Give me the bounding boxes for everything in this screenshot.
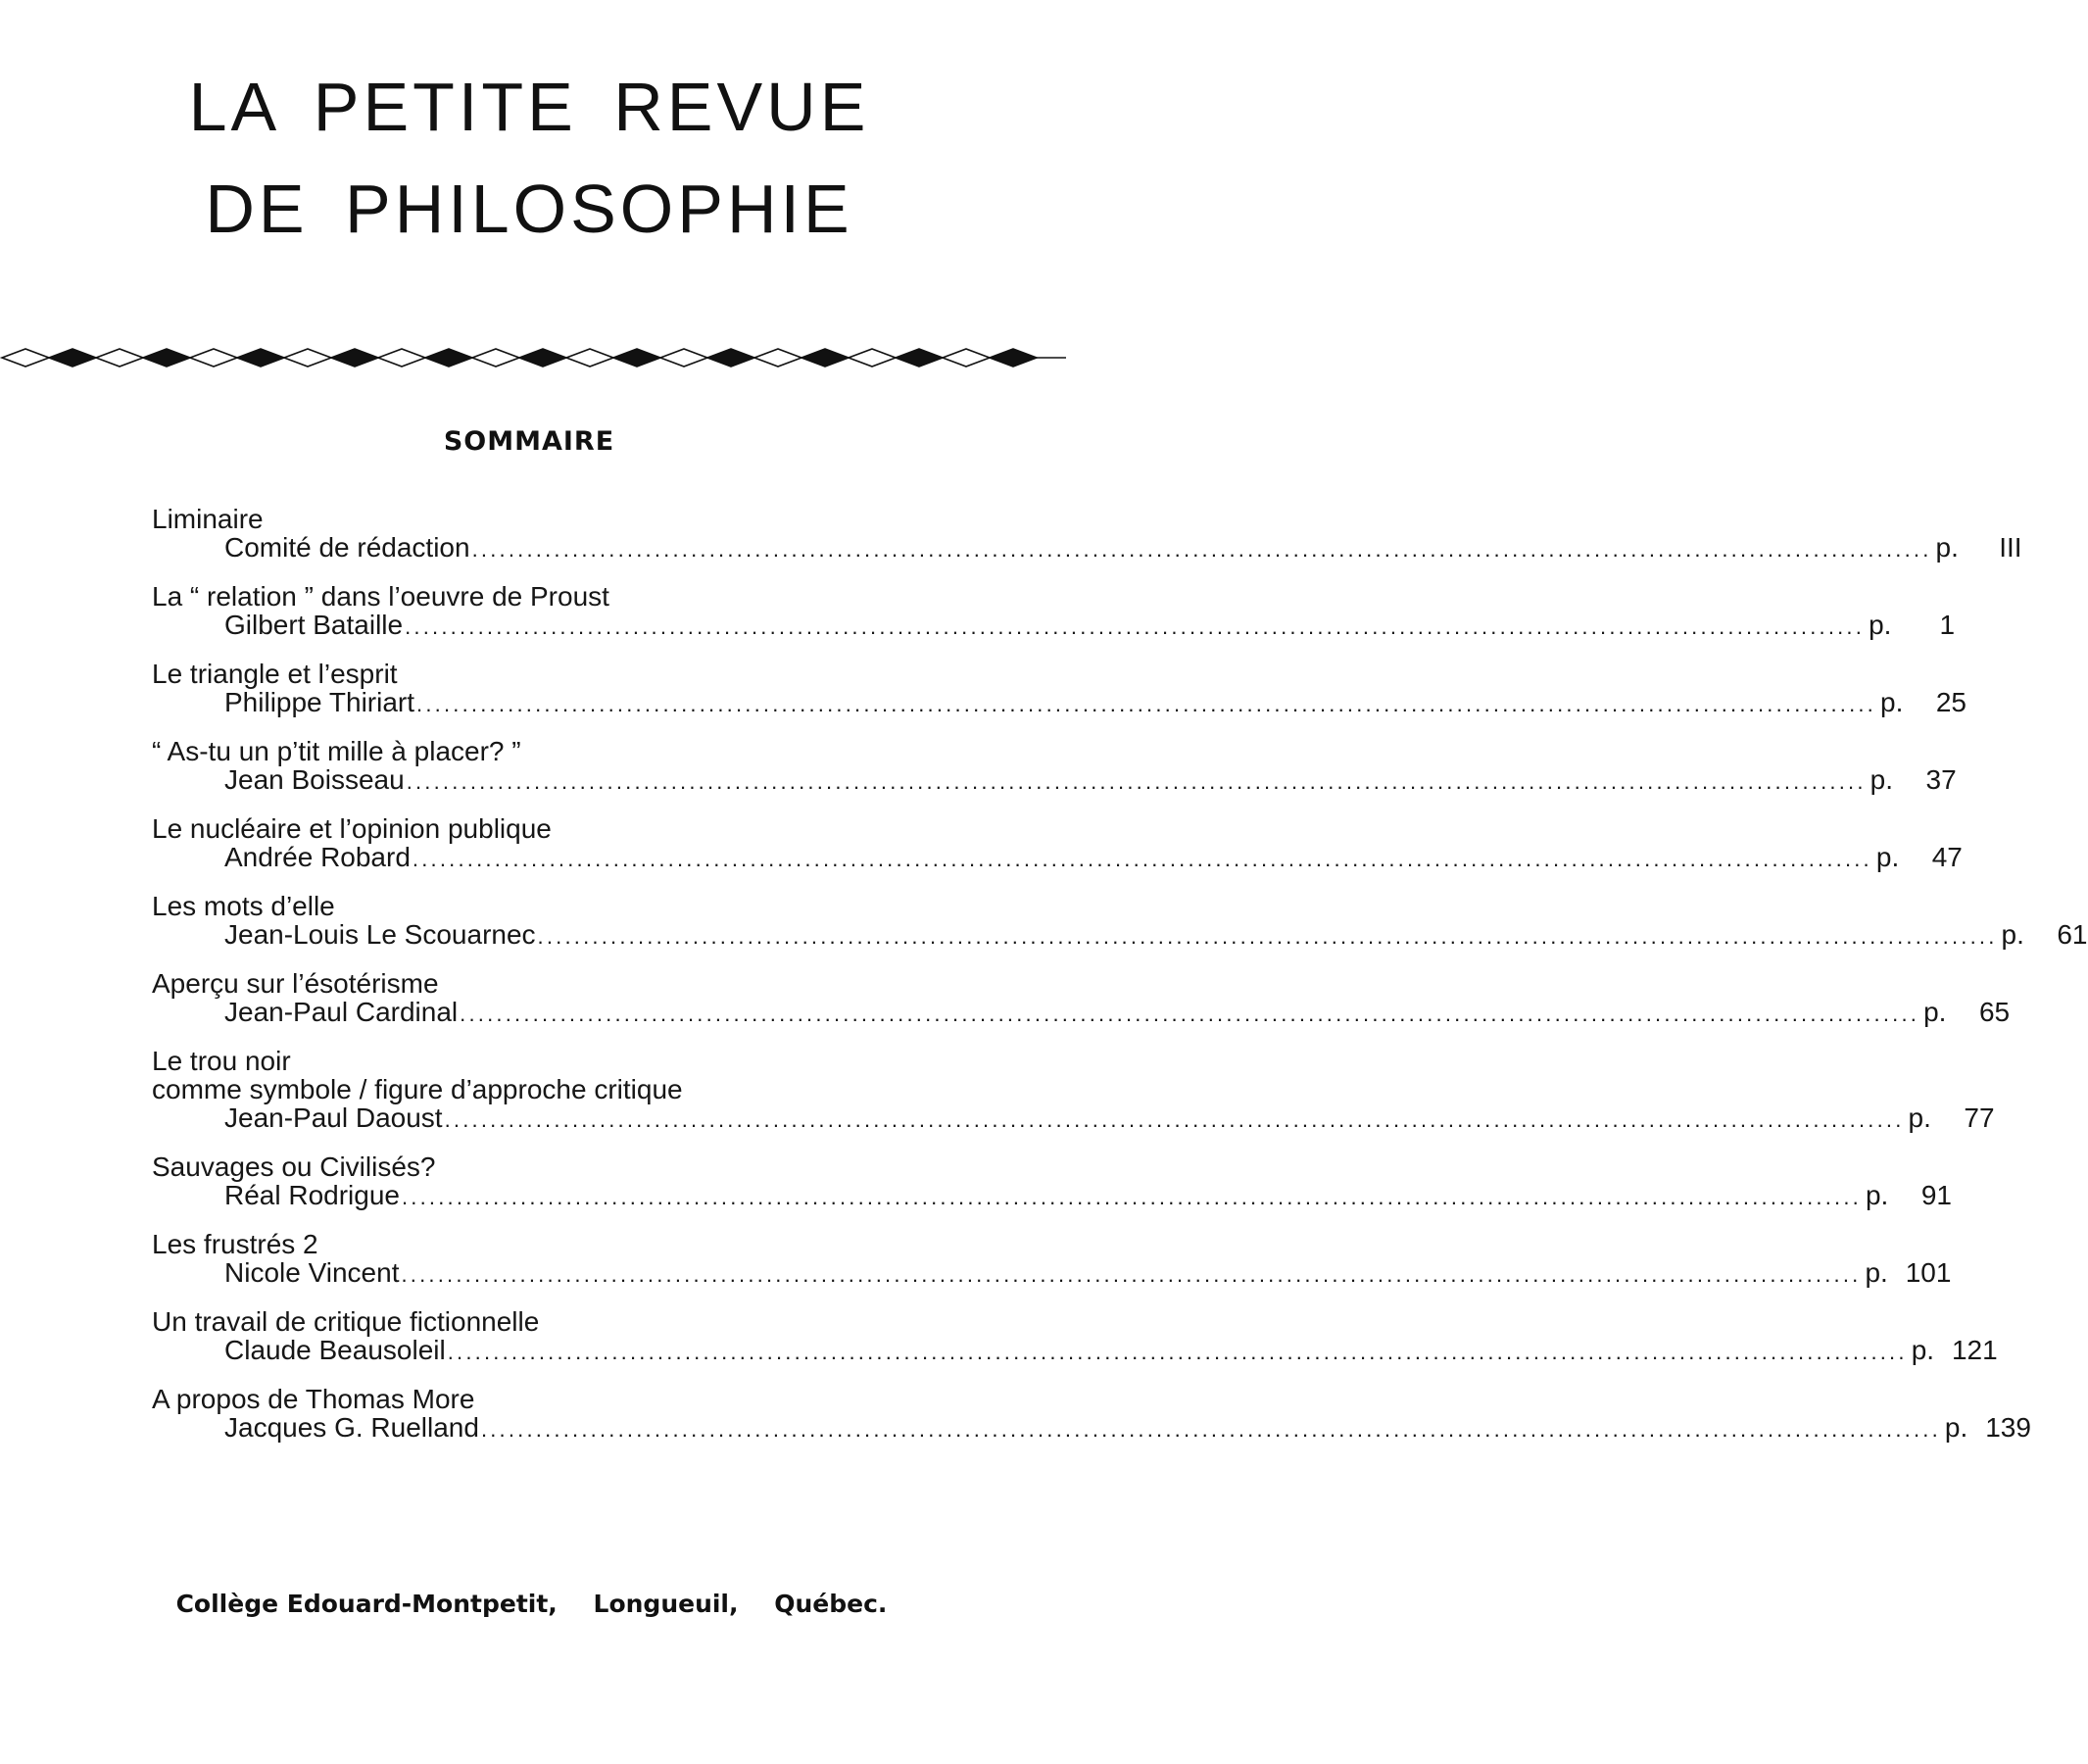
page-number: 121 xyxy=(1951,1335,1998,1365)
dot-leader: ................................................................................................................................................................ xyxy=(405,614,1866,639)
toc-author: Réal Rodrigue xyxy=(224,1180,400,1210)
ornament-diamond-open xyxy=(190,349,237,367)
dot-leader: ................................................................................................................................................................ xyxy=(447,1340,1908,1364)
page-prefix: p. xyxy=(1908,1102,1931,1133)
dot-leader: ................................................................................................................................................................ xyxy=(412,847,1872,871)
toc-author-line xyxy=(152,687,1967,718)
page-number: 65 xyxy=(1978,997,2011,1027)
toc-entry-title: Un travail de critique fictionnelle xyxy=(152,1306,540,1337)
ornament-diamond-filled xyxy=(425,349,472,367)
publisher-footer xyxy=(0,1590,1063,1618)
page-prefix: p. xyxy=(1880,687,1904,717)
toc-author: Jean-Paul Cardinal xyxy=(224,997,459,1027)
toc-author: Comité de rédaction xyxy=(224,532,470,563)
toc-entry xyxy=(152,1152,1952,1211)
sommaire-heading: SOMMAIRE xyxy=(443,426,615,457)
toc-entry-title: Le trou noir xyxy=(152,1046,291,1076)
toc-author: Philippe Thiriart xyxy=(224,687,415,717)
toc-entry-title: Le nucléaire et l’opinion publique xyxy=(152,813,552,844)
toc-entry-title: comme symbole / figure d’approche critique xyxy=(152,1074,683,1104)
toc-entry xyxy=(152,891,2088,951)
dot-leader: ................................................................................................................................................................ xyxy=(401,1262,1862,1287)
page-number: 77 xyxy=(1964,1102,1995,1133)
toc-entry xyxy=(152,968,2011,1028)
toc-author-line xyxy=(152,764,1957,796)
toc-author: Gilbert Bataille xyxy=(224,610,404,640)
dot-leader: ................................................................................................................................................................ xyxy=(406,769,1867,794)
toc-entry xyxy=(152,1046,1995,1134)
page-prefix: p. xyxy=(1865,1257,1888,1288)
toc-entry-title: Aperçu sur l’ésotérisme xyxy=(152,968,439,999)
toc-entry xyxy=(152,504,2022,564)
ornament-diamond-filled xyxy=(613,349,660,367)
toc-author-line xyxy=(152,919,2088,951)
toc-entry xyxy=(152,1384,2031,1444)
ornament-diamond-open xyxy=(284,349,331,367)
ornament-diamond-filled xyxy=(331,349,378,367)
ornament-diamond-open xyxy=(566,349,613,367)
dot-leader: ................................................................................................................................................................ xyxy=(480,1417,1941,1442)
ornament-diamond-open xyxy=(2,349,49,367)
page-number: 1 xyxy=(1939,610,1956,640)
page-number: 139 xyxy=(1985,1412,2031,1443)
toc-author-line xyxy=(152,1102,1995,1134)
page-prefix: p. xyxy=(1869,764,1894,795)
page-number: 91 xyxy=(1920,1180,1952,1210)
toc-entry xyxy=(152,1229,1952,1289)
page-number: 25 xyxy=(1935,687,1967,717)
page-prefix: p. xyxy=(2001,919,2024,950)
toc-author: Andrée Robard xyxy=(224,842,411,872)
toc-author-line xyxy=(152,1335,1998,1366)
ornament-diamond-filled xyxy=(519,349,566,367)
ornament-diamond-filled xyxy=(896,349,943,367)
toc-entry xyxy=(152,1306,1998,1366)
toc-author-line xyxy=(152,1412,2031,1444)
journal-title-line-1: LA PETITE REVUE xyxy=(188,69,870,145)
toc-author-line xyxy=(152,1180,1952,1211)
toc-entry-title: “ As-tu un p’tit mille à placer? ” xyxy=(152,736,521,766)
toc-author-line xyxy=(152,532,2022,564)
page-prefix: p. xyxy=(1911,1335,1935,1365)
toc-author: Claude Beausoleil xyxy=(224,1335,446,1365)
page-number: III xyxy=(1999,532,2022,563)
ornament-diamond-filled xyxy=(143,349,190,367)
page-number: 61 xyxy=(2057,919,2088,950)
dot-leader: ................................................................................................................................................................ xyxy=(460,1002,1920,1026)
ornament-diamond-open xyxy=(96,349,143,367)
ornament-diamond-open xyxy=(378,349,425,367)
toc-entry-title: Les frustrés 2 xyxy=(152,1229,318,1259)
toc-author: Nicole Vincent xyxy=(224,1257,400,1288)
toc-entry-title: La “ relation ” dans l’oeuvre de Proust xyxy=(152,581,609,612)
ornament-diamond-filled xyxy=(237,349,284,367)
toc-entry-title: Liminaire xyxy=(152,504,264,534)
dot-leader: ................................................................................................................................................................ xyxy=(537,924,1998,949)
ornament-diamond-filled xyxy=(49,349,96,367)
footer-province: Québec. xyxy=(774,1590,888,1618)
ornament-diamond-filled xyxy=(801,349,849,367)
page-prefix: p. xyxy=(1865,1180,1889,1210)
toc-author: Jean Boisseau xyxy=(224,764,405,795)
toc-entry-title: Les mots d’elle xyxy=(152,891,335,921)
page-number: 101 xyxy=(1905,1257,1952,1288)
table-of-contents xyxy=(152,504,2088,1462)
toc-entry xyxy=(152,659,1967,718)
toc-author: Jean-Paul Daoust xyxy=(224,1102,443,1133)
dot-leader: ................................................................................................................................................................ xyxy=(402,1185,1862,1209)
dot-leader: ................................................................................................................................................................ xyxy=(471,537,1932,562)
toc-author-line xyxy=(152,610,1956,641)
page-prefix: p. xyxy=(1944,1412,1968,1443)
toc-entry xyxy=(152,736,1957,796)
journal-title-line-2: DE PHILOSOPHIE xyxy=(205,171,853,247)
page-prefix: p. xyxy=(1869,610,1892,640)
toc-author-line xyxy=(152,842,1963,873)
page-number: 37 xyxy=(1925,764,1957,795)
ornament-diamond-open xyxy=(849,349,896,367)
toc-author: Jean-Louis Le Scouarnec xyxy=(224,919,536,950)
ornament-diamond-open xyxy=(943,349,990,367)
ornament-diamond-open xyxy=(754,349,801,367)
toc-entry-title: Le triangle et l’esprit xyxy=(152,659,398,689)
page-prefix: p. xyxy=(1923,997,1947,1027)
page-prefix: p. xyxy=(1935,532,1959,563)
toc-entry-title: Sauvages ou Civilisés? xyxy=(152,1152,436,1182)
ornament-diamond-filled xyxy=(990,349,1037,367)
toc-author-line xyxy=(152,1257,1952,1289)
toc-author-line xyxy=(152,997,2011,1028)
ornament-diamond-filled xyxy=(707,349,754,367)
toc-entry xyxy=(152,581,1956,641)
dot-leader: ................................................................................................................................................................ xyxy=(416,692,1876,716)
ornament-diamond-open xyxy=(660,349,707,367)
dot-leader: ................................................................................................................................................................ xyxy=(444,1107,1905,1132)
toc-entry-title: A propos de Thomas More xyxy=(152,1384,475,1414)
footer-college: Collège Edouard-Montpetit, xyxy=(175,1590,558,1618)
ornament-diamond-open xyxy=(472,349,519,367)
toc-author: Jacques G. Ruelland xyxy=(224,1412,479,1443)
footer-city: Longueuil, xyxy=(593,1590,739,1618)
page-number: 47 xyxy=(1931,842,1963,872)
toc-entry xyxy=(152,813,1963,873)
page-prefix: p. xyxy=(1875,842,1900,872)
decorative-diamond-border xyxy=(0,338,1068,377)
